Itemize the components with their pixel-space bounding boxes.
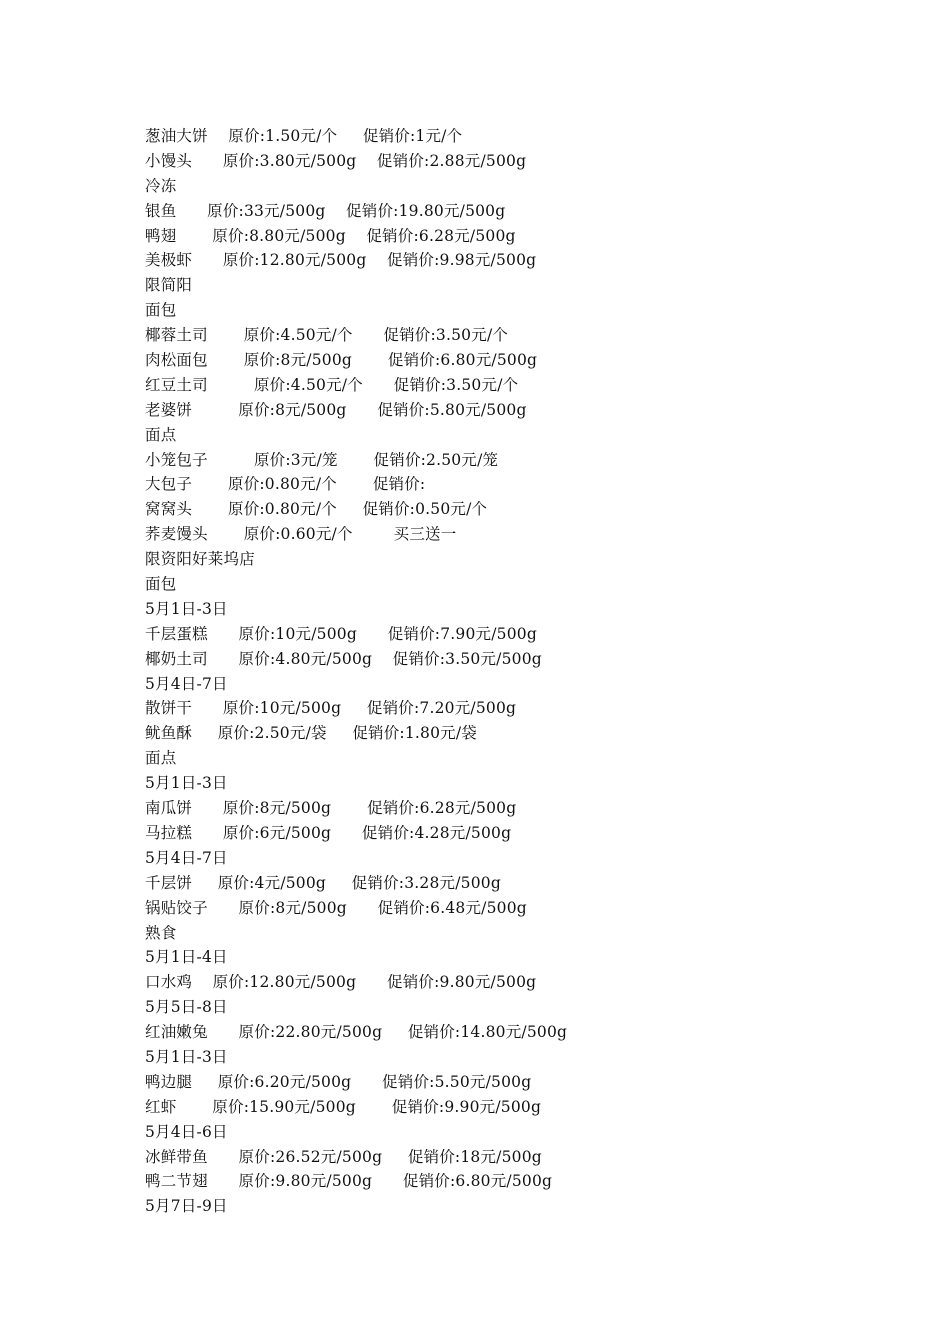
text-line: 肉松面包 原价:8元/500g 促销价:6.80元/500g (145, 351, 538, 370)
text-line: 银鱼 原价:33元/500g 促销价:19.80元/500g (145, 201, 506, 220)
text-line: 荞麦馒头 原价:0.60元/个 买三送一 (145, 525, 457, 544)
text-line: 鸭二节翅 原价:9.80元/500g 促销价:6.80元/500g (145, 1172, 553, 1191)
text-line: 5月4日-7日 (145, 848, 228, 867)
promo-price-list (145, 124, 845, 1219)
text-line: 面点 (145, 425, 177, 444)
text-line: 口水鸡 原价:12.80元/500g 促销价:9.80元/500g (145, 973, 537, 992)
text-line: 限简阳 (145, 276, 193, 295)
text-line: 鸭翅 原价:8.80元/500g 促销价:6.28元/500g (145, 226, 516, 245)
text-line: 小笼包子 原价:3元/笼 促销价:2.50元/笼 (145, 450, 499, 469)
text-line: 椰蓉土司 原价:4.50元/个 促销价:3.50元/个 (145, 326, 509, 345)
text-line: 5月1日-3日 (145, 774, 228, 793)
text-line: 葱油大饼 原价:1.50元/个 促销价:1元/个 (145, 127, 463, 145)
text-line: 红油嫩兔 原价:22.80元/500g 促销价:14.80元/500g (145, 1023, 568, 1042)
text-line: 冷冻 (145, 176, 177, 195)
text-line: 马拉糕 原价:6元/500g 促销价:4.28元/500g (145, 823, 512, 842)
text-line: 红虾 原价:15.90元/500g 促销价:9.90元/500g (145, 1097, 542, 1116)
text-line: 千层蛋糕 原价:10元/500g 促销价:7.90元/500g (145, 624, 537, 643)
text-line: 鸭边腿 原价:6.20元/500g 促销价:5.50元/500g (145, 1072, 532, 1091)
text-line: 5月1日-3日 (145, 1047, 228, 1066)
text-line: 千层饼 原价:4元/500g 促销价:3.28元/500g (145, 873, 501, 892)
text-line: 5月1日-4日 (145, 948, 228, 967)
text-line: 5月4日-6日 (145, 1122, 228, 1141)
text-line: 窝窝头 原价:0.80元/个 促销价:0.50元/个 (145, 500, 488, 519)
text-line: 面点 (145, 749, 177, 768)
text-line: 锅贴饺子 原价:8元/500g 促销价:6.48元/500g (145, 898, 527, 917)
text-line: 面包 (145, 301, 177, 320)
text-line: 熟食 (145, 923, 177, 942)
text-line: 冰鲜带鱼 原价:26.52元/500g 促销价:18元/500g (145, 1147, 542, 1166)
text-line: 5月1日-3日 (145, 599, 228, 618)
text-line: 美极虾 原价:12.80元/500g 促销价:9.98元/500g (145, 251, 537, 270)
text-line: 散饼干 原价:10元/500g 促销价:7.20元/500g (145, 699, 517, 718)
text-line: 椰奶土司 原价:4.80元/500g 促销价:3.50元/500g (145, 649, 542, 668)
text-line: 老婆饼 原价:8元/500g 促销价:5.80元/500g (145, 400, 527, 419)
text-line: 鱿鱼酥 原价:2.50元/袋 促销价:1.80元/袋 (145, 724, 477, 743)
text-line: 小馒头 原价:3.80元/500g 促销价:2.88元/500g (145, 151, 527, 170)
text-line: 5月4日-7日 (145, 674, 228, 693)
text-line: 红豆土司 原价:4.50元/个 促销价:3.50元/个 (145, 375, 519, 394)
text-line: 5月7日-9日 (145, 1197, 228, 1216)
text-line: 大包子 原价:0.80元/个 促销价: (145, 475, 426, 494)
text-line: 南瓜饼 原价:8元/500g 促销价:6.28元/500g (145, 799, 517, 818)
text-line: 面包 (145, 575, 177, 594)
text-line: 限资阳好莱坞店 (145, 550, 255, 569)
text-line: 5月5日-8日 (145, 998, 228, 1017)
